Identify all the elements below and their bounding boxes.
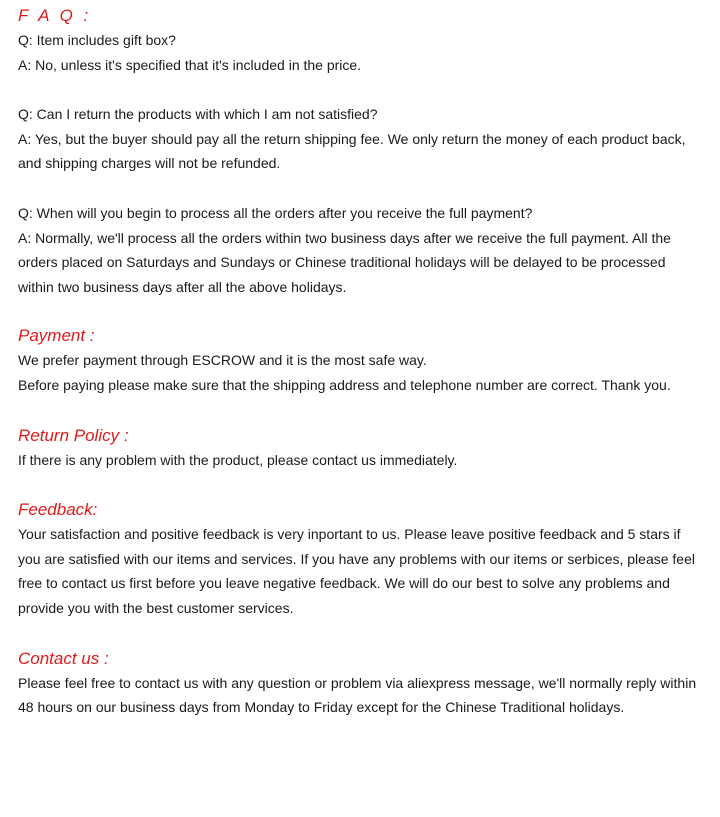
faq-question-2: Q: Can I return the products with which I am not satisfied? [18,106,378,123]
spacer [18,176,702,201]
contact-section [18,647,702,720]
spacer [18,299,702,324]
return-policy-text: If there is any problem with the product, please contact us immediately. [18,451,458,468]
faq-question-1: Q: Item includes gift box? [18,32,176,48]
faq-answer-3: A: Normally, we'll process all the orders within two business days after we receive the full payment. All the orders placed on Saturdays and Sundays or Chinese traditional holidays will be delayed to be processed within two business days after all the above holidays. [18,229,671,295]
feedback-text: Your satisfaction and positive feedback is very inportant to us. Please leave positive feedback and 5 stars if you are satisfied with our items and services. If you have any problems with our items or serbices, please feel free to contact us first before you leave negative feedback. We will do our best to solve any problems and provide you with the best customer services. [18,526,695,616]
payment-heading: Payment : [18,326,95,346]
faq-question-3: Q: When will you begin to process all the orders after you receive the full payment? [18,204,533,221]
payment-line-2: Before paying please make sure that the shipping address and telephone number are correct. Thank you. [18,376,671,393]
spacer [18,621,702,647]
return-policy-heading: Return Policy : [18,425,129,445]
return-policy-section [18,424,702,473]
spacer [18,398,702,424]
contact-text: Please feel free to contact us with any question or problem via aliexpress message, we'll normally reply within 48 hours on our business days from Monday to Friday except for the Chinese Traditional holidays. [18,674,697,716]
spacer [18,472,702,498]
faq-section [18,4,702,299]
feedback-heading: Feedback: [18,500,98,520]
payment-line-1: We prefer payment through ESCROW and it is the most safe way. [18,352,427,369]
spacer [18,77,702,102]
contact-heading: Contact us : [18,648,109,668]
feedback-section [18,498,702,620]
faq-heading: F A Q : [18,6,92,25]
faq-answer-1: A: No, unless it's specified that it's included in the price. [18,56,362,73]
faq-answer-2: A: Yes, but the buyer should pay all the return shipping fee. We only return the money of each product back, and shipping charges will not be refunded. [18,130,686,172]
payment-section [18,324,702,397]
